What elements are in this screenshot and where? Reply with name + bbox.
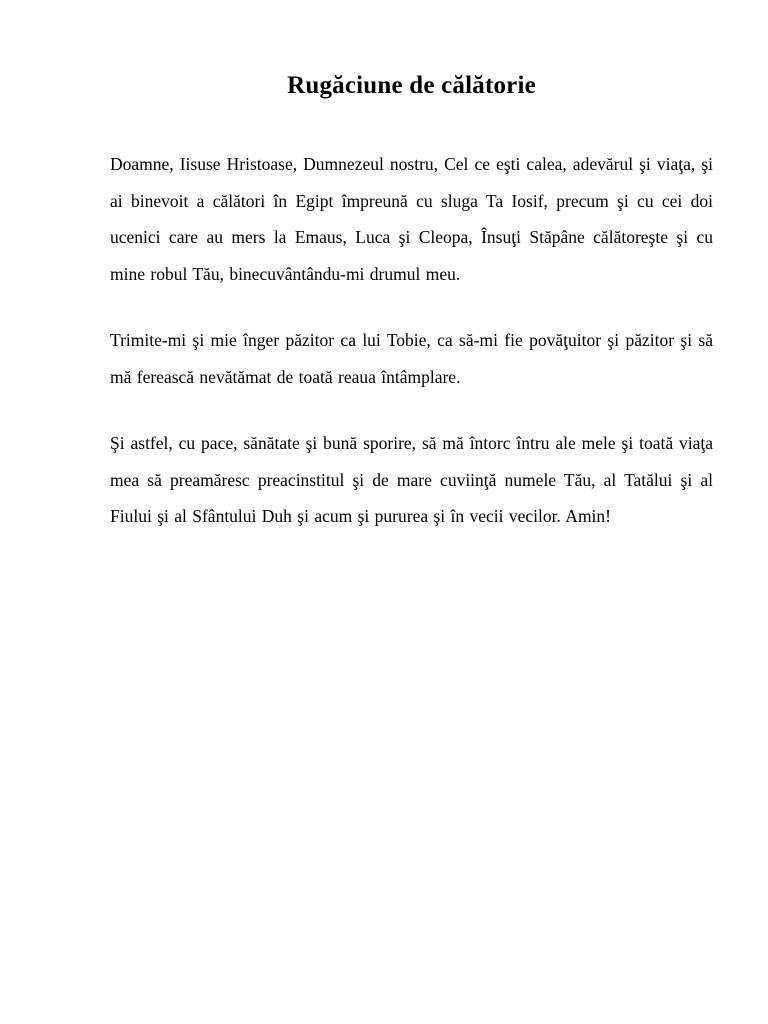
page-title: Rugăciune de călătorie (287, 72, 536, 99)
prayer-paragraph-2: Trimite-mi şi mie înger păzitor ca lui Tobie, ca să-mi fie povăţuitor şi păzitor şi să mă ferească nevătămat de toată reaua întâmplare. (110, 330, 713, 387)
prayer-paragraph-1: Doamne, Iisuse Hristoase, Dumnezeul nostru, Cel ce eşti calea, adevărul şi viaţa, şi ai binevoit a călători în Egipt împreună cu sluga Ta Iosif, precum şi cu cei doi ucenici care au mers la Emaus, Luca şi Cleopa, Însuţi Stăpâne călătoreşte şi cu mine robul Tău, binecuvântându-mi drumul meu. (110, 154, 713, 284)
prayer-paragraph-3: Şi astfel, cu pace, sănătate şi bună sporire, să mă întorc întru ale mele şi toată viaţa mea să preamăresc preacinstitul şi de mare cuviinţă numele Tău, al Tatălui şi al Fiului şi al Sfântului Duh şi acum şi pururea şi în vecii vecilor. Amin! (110, 433, 713, 526)
